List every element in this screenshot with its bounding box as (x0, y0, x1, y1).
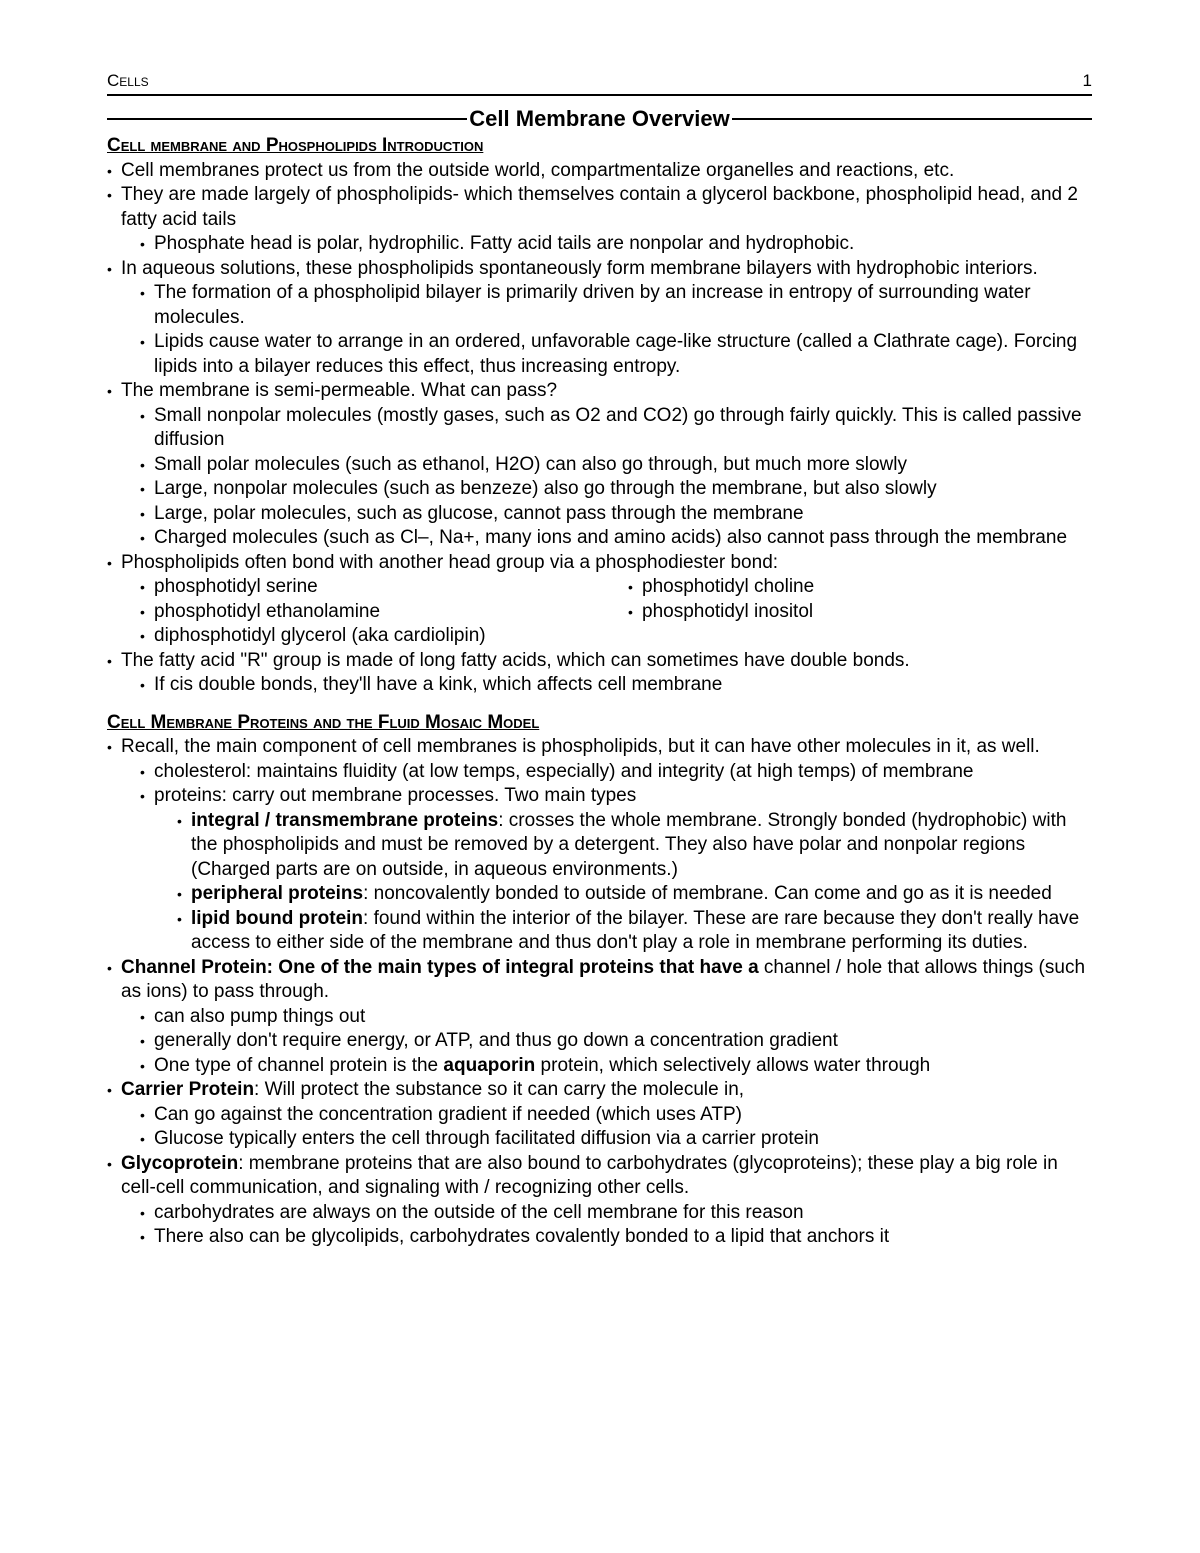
term: Carrier Protein (121, 1079, 255, 1100)
list-item: • Can go against the concentration gradient if needed (which uses ATP) (107, 1103, 1092, 1128)
document-page (107, 70, 1092, 1250)
term: integral / transmembrane proteins (191, 809, 499, 831)
term: peripheral proteins (191, 883, 364, 904)
list-item: • generally don't require energy, or ATP, and thus go down a concentration gradient (107, 1029, 1092, 1054)
list-item: • Small nonpolar molecules (mostly gases, such as O2 and CO2) go through fairly quickly. This is called passive diffusion (107, 404, 1092, 453)
list-item: • Large, nonpolar molecules (such as benzeze) also go through the membrane, but also slowly (107, 477, 1092, 502)
title-row (107, 104, 1092, 134)
list-item: • If cis double bonds, they'll have a kink, which affects cell membrane (107, 673, 1092, 698)
definition: : membrane proteins that are also bound to carbohydrates (glycoproteins); these play a big role in cell-cell communication, and signaling with / recognizing other cells. (121, 1152, 1058, 1198)
term: Channel Protein: One of the main types of integral proteins that have a (121, 956, 759, 978)
list-item: • The fatty acid "R" group is made of long fatty acids, which can sometimes have double bonds. (107, 649, 1092, 674)
list-item: • Large, polar molecules, such as glucose, cannot pass through the membrane (107, 502, 1092, 527)
section-heading: Cell Membrane Proteins and the Fluid Mosaic Model (107, 711, 540, 733)
list-item: • Charged molecules (such as Cl–, Na+, many ions and amino acids) also cannot pass through the membrane (107, 526, 1092, 551)
definition: : crosses the whole membrane. Strongly bonded (hydrophobic) with the phospholipids and must be removed by a detergent. They also have polar and nonpolar regions (Charged parts are on outside, in aqueous environments.) (191, 809, 1067, 880)
page-title: Cell Membrane Overview (469, 106, 730, 131)
list-item (107, 1054, 1092, 1079)
list-item: • can also pump things out (107, 1005, 1092, 1030)
page-number: 1 (1082, 71, 1092, 90)
list-item: • Cell membranes protect us from the outside world, compartmentalize organelles and reactions, etc. (107, 159, 1092, 184)
page-header (107, 70, 1092, 96)
definition: : noncovalently bonded to outside of membrane. Can come and go as it is needed (363, 883, 1052, 904)
list-item (107, 1078, 1092, 1103)
list-item: • Small polar molecules (such as ethanol, H2O) can also go through, but much more slowly (107, 453, 1092, 478)
definition: channel / hole that allows things (such as ions) to pass through. (121, 956, 1086, 1002)
list-item: • Phospholipids often bond with another head group via a phosphodiester bond: (107, 551, 1092, 576)
list-item (107, 1152, 1092, 1201)
text: One type of channel protein is the (154, 1054, 444, 1076)
two-column-row (107, 575, 1092, 600)
list-item: • cholesterol: maintains fluidity (at low temps, especially) and integrity (at high temps) of membrane (107, 760, 1092, 785)
list-item (107, 956, 1092, 1005)
term: lipid bound protein (191, 907, 364, 929)
section-heading: Cell membrane and Phospholipids Introduction (107, 135, 484, 156)
list-item: • carbohydrates are always on the outside of the cell membrane for this reason (107, 1201, 1092, 1226)
definition: : Will protect the substance so it can carry the molecule in, (254, 1079, 745, 1100)
list-item (107, 809, 1092, 883)
term: aquaporin (443, 1054, 536, 1076)
list-item: • The membrane is semi-permeable. What can pass? (107, 379, 1092, 404)
list-item (107, 907, 1092, 956)
two-column-row (107, 600, 1092, 625)
text: protein, which selectively allows water through (535, 1054, 931, 1076)
title-rule-right (732, 118, 1092, 120)
list-item: • diphosphotidyl glycerol (aka cardiolipin) (107, 624, 1092, 649)
list-item: • They are made largely of phospholipids- which themselves contain a glycerol backbone, phospholipid head, and 2 fatty acid tails (107, 183, 1092, 232)
list-item: • phosphotidyl serine (107, 575, 628, 600)
list-item: • In aqueous solutions, these phospholipids spontaneously form membrane bilayers with hydrophobic interiors. (107, 257, 1092, 282)
title-rule-left (107, 118, 467, 120)
list-item: • Recall, the main component of cell membranes is phospholipids, but it can have other molecules in it, as well. (107, 735, 1092, 760)
list-item: • Phosphate head is polar, hydrophilic. Fatty acid tails are nonpolar and hydrophobic. (107, 232, 1092, 257)
list-item: • proteins: carry out membrane processes. Two main types (107, 784, 1092, 809)
list-item: • phosphotidyl inositol (628, 600, 813, 625)
header-title: Cells (107, 71, 149, 90)
list-item: • Glucose typically enters the cell through facilitated diffusion via a carrier protein (107, 1127, 1092, 1152)
list-item: • Lipids cause water to arrange in an ordered, unfavorable cage-like structure (called a Clathrate cage). Forcing lipids into a bilayer reduces this effect, thus increasing entropy. (107, 330, 1092, 379)
list-item (107, 882, 1092, 907)
list-item: • phosphotidyl ethanolamine (107, 600, 628, 625)
list-item: • phosphotidyl choline (628, 575, 814, 600)
list-item: • The formation of a phospholipid bilayer is primarily driven by an increase in entropy of surrounding water molecules. (107, 281, 1092, 330)
definition: : found within the interior of the bilayer. These are rare because they don't really have access to either side of the membrane and thus don't play a role in membrane performing its duties. (191, 907, 1080, 953)
term: Glycoprotein (121, 1152, 239, 1174)
list-item: • There also can be glycolipids, carbohydrates covalently bonded to a lipid that anchors it (107, 1225, 1092, 1250)
